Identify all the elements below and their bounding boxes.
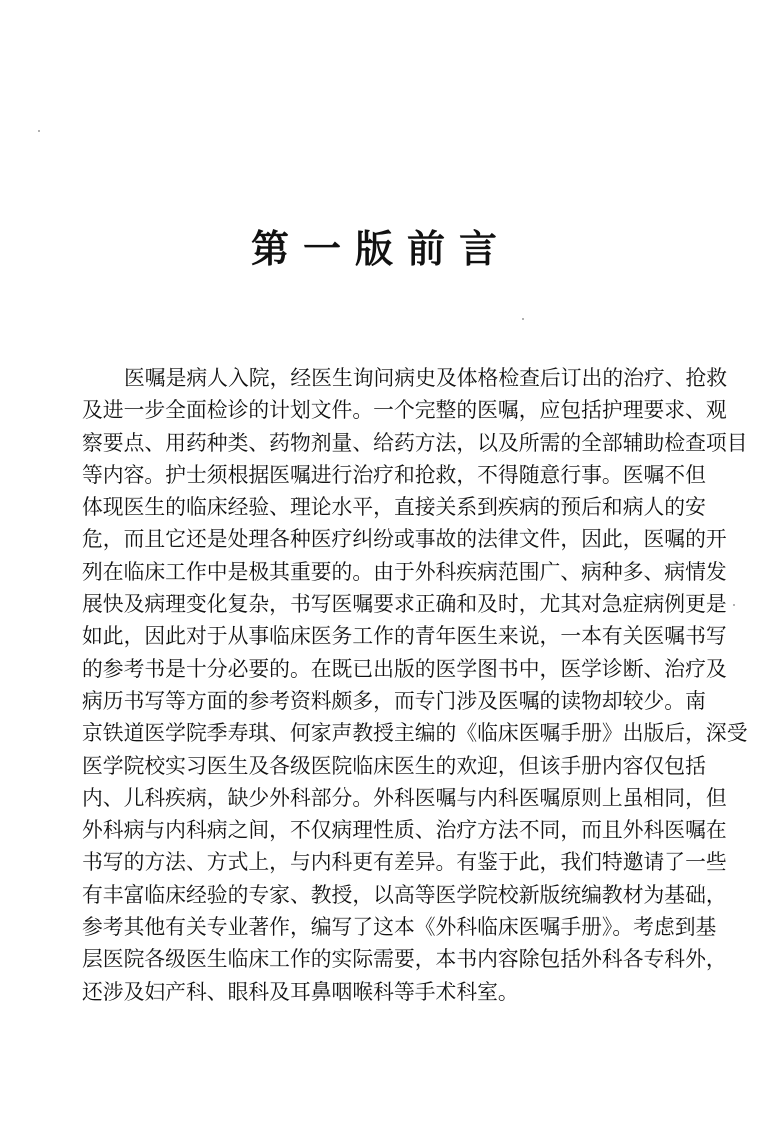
paragraph-line: 病历书写等方面的参考资料颇多，而专门涉及医嘱的读物却较少。南	[82, 688, 706, 713]
page-title: 第一版前言	[250, 226, 511, 271]
paragraph-line: 如此，因此对于从事临床医务工作的青年医生来说，一本有关医嘱书写	[82, 624, 727, 649]
paragraph-line: 及进一步全面检诊的计划文件。一个完整的医嘱，应包括护理要求、观	[82, 398, 727, 423]
scan-speck	[733, 604, 735, 606]
paragraph-line: 体现医生的临床经验、理论水平，直接关系到疾病的预后和病人的安	[82, 495, 706, 520]
paragraph-line: 有丰富临床经验的专家、教授，以高等医学院校新版统编教材为基础，	[82, 882, 727, 907]
preface-paragraph	[82, 362, 748, 1008]
paragraph-line: 察要点、用药种类、药物剂量、给药方法，以及所需的全部辅助检查项目	[82, 430, 748, 455]
paragraph-line: 等内容。护士须根据医嘱进行治疗和抢救，不得随意行事。医嘱不但	[82, 462, 706, 487]
paragraph-line: 还涉及妇产科、眼科及耳鼻咽喉科等手术科室。	[82, 979, 519, 1004]
paragraph-line: 参考其他有关专业著作，编写了这本《外科临床医嘱手册》。考虑到基	[82, 915, 717, 940]
scan-speck	[522, 318, 524, 320]
paragraph-line: 京铁道医学院季寿琪、何家声教授主编的《临床医嘱手册》出版后，深受	[82, 721, 748, 746]
paragraph-line: 列在临床工作中是极其重要的。由于外科疾病范围广、病种多、病情发	[82, 559, 727, 584]
paragraph-line: 层医院各级医生临床工作的实际需要，本书内容除包括外科各专科外，	[82, 947, 727, 972]
paragraph-line: 内、儿科疾病，缺少外科部分。外科医嘱与内科医嘱原则上虽相同，但	[82, 785, 727, 810]
paragraph-line: 医学院校实习医生及各级医院临床医生的欢迎，但该手册内容仅包括	[82, 753, 706, 778]
paragraph-line: 医嘱是病人入院，经医生询问病史及体格检查后订出的治疗、抢救	[124, 366, 728, 390]
scan-speck	[38, 130, 40, 132]
paragraph-line: 外科病与内科病之间，不仅病理性质、治疗方法不同，而且外科医嘱在	[82, 818, 727, 843]
paragraph-line: 的参考书是十分必要的。在既已出版的医学图书中，医学诊断、治疗及	[82, 656, 727, 681]
paragraph-line: 展快及病理变化复杂，书写医嘱要求正确和及时，尤其对急症病例更是	[82, 592, 727, 617]
paragraph-line: 危，而且它还是处理各种医疗纠纷或事故的法律文件，因此，医嘱的开	[82, 527, 727, 552]
paragraph-line: 书写的方法、方式上，与内科更有差异。有鉴于此，我们特邀请了一些	[82, 850, 727, 875]
